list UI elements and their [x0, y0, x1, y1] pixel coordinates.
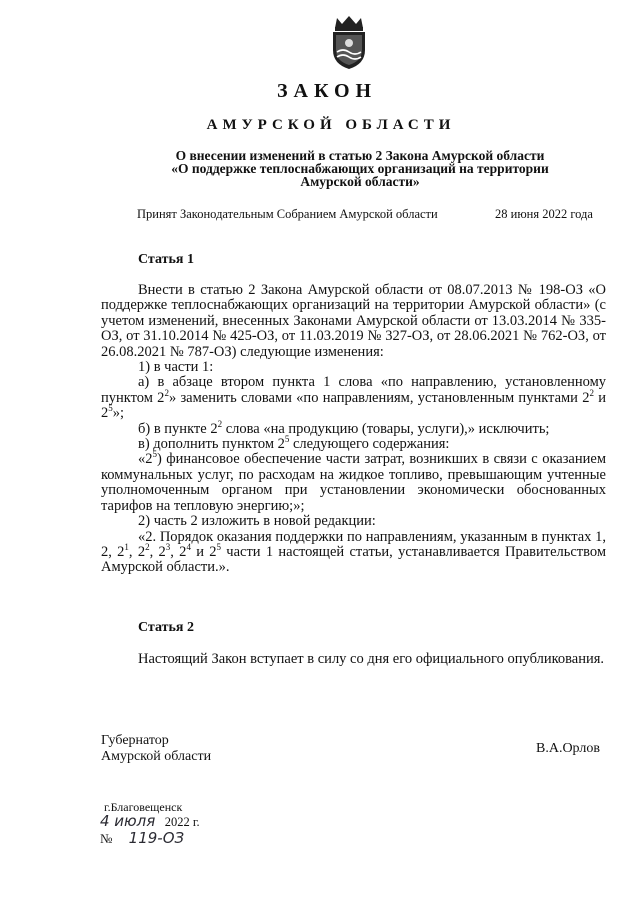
paragraph: Настоящий Закон вступает в силу со дня его официального опубликования.	[138, 651, 605, 667]
paragraph: 2) часть 2 изложить в новой редакции:	[138, 513, 376, 530]
region-title: АМУРСКОЙ ОБЛАСТИ	[206, 117, 456, 133]
subject-line: Амурской области»	[300, 174, 420, 189]
adopted-date: 28 июня 2022 года	[495, 207, 593, 221]
subject-line: О внесении изменений в статью 2 Закона Амурской области	[175, 148, 545, 163]
city: г.Благовещенск	[104, 800, 183, 814]
handwritten-number: 119-ОЗ	[128, 829, 185, 847]
paragraph: а) в абзаце втором пункта 1 слова «по направлению, установленному пунктом $2^2$» заменить словами «по направлениям, установленным пунктами $2^2$ и $2^5$»;	[101, 374, 606, 422]
law-subject	[140, 149, 580, 188]
paragraph: Внести в статью 2 Закона Амурской области от 08.07.2013 № 198-ОЗ «О поддержке теплоснабжающих организаций на территории Амурской области» (с учетом изменений, внесенных Законами Амурской области от 13.03.2014 № 335-ОЗ, от 31.10.2014 № 425-ОЗ, от 11.03.2019 № 327-ОЗ, от 28.06.2021 № 762-ОЗ, от 26.08.2021 № 787-ОЗ) следующие изменения:	[101, 282, 606, 360]
article-1-heading: Статья 1	[138, 252, 194, 267]
paragraph: б) в пункте $2^2$ слова «на продукцию (товары, услуги),» исключить;	[138, 418, 550, 437]
article-2-body	[101, 652, 606, 667]
governor-name: В.А.Орлов	[536, 741, 600, 756]
article-2-heading: Статья 2	[138, 620, 194, 635]
amur-coat-of-arms-icon	[327, 14, 371, 70]
printed-year: 2022 г.	[164, 815, 200, 829]
adopted-statement: Принят Законодательным Собранием Амурской области	[137, 207, 438, 221]
law-title: ЗАКОН	[276, 80, 378, 102]
signing-date	[100, 812, 200, 830]
law-number	[100, 829, 184, 847]
article-1-body	[101, 283, 606, 576]
paragraph: «2. Порядок оказания поддержки по направлениям, указанным в пунктах 1, 2, $2^1$, $2^2$, $2^3$, $2^4$ и $2^5$ части 1 настоящей статьи, устанавливается Правительством Амурской области.».	[101, 528, 607, 576]
number-label: №	[100, 831, 113, 846]
paragraph: «$2^5$) финансовое обеспечение части затрат, возникших в связи с оказанием коммунальных услуг, по расходам на жидкое топливо, превышающим учтенные уполномоченным органом при установлении экономически обоснованных тарифов на тепловую энергию;»;	[101, 449, 606, 514]
handwritten-date: 4 июля	[100, 812, 156, 830]
paragraph: в) дополнить пунктом $2^5$ следующего содержания:	[138, 434, 450, 453]
paragraph: 1) в части 1:	[138, 359, 214, 376]
governor-title: Губернатор Амурской области	[101, 733, 212, 764]
subject-line: «О поддержке теплоснабжающих организаций на территории	[171, 161, 549, 176]
